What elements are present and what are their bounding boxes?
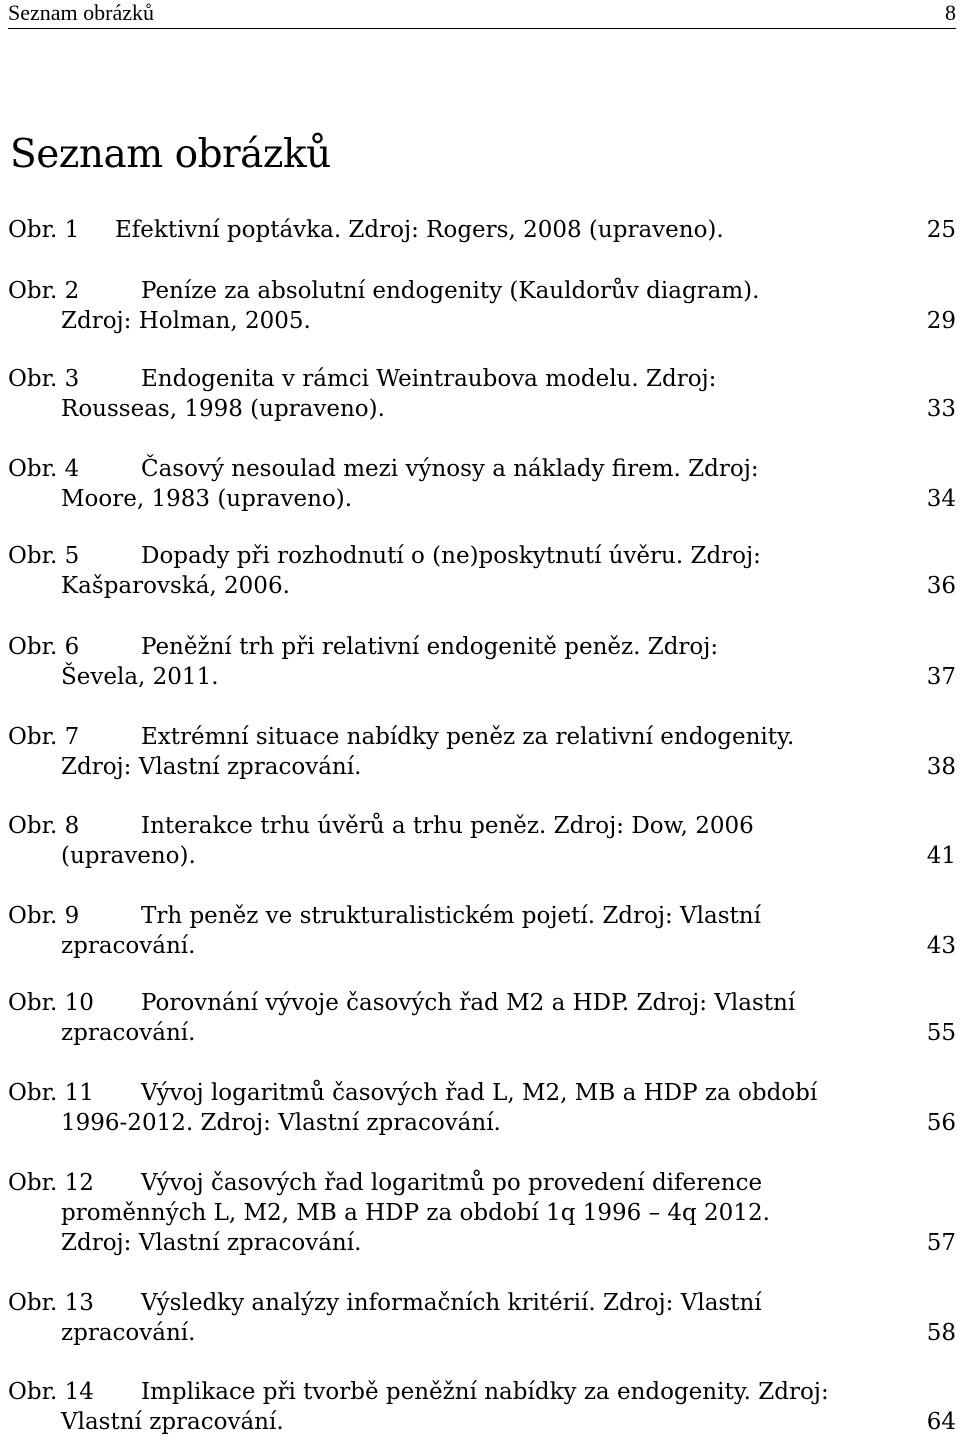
figure-caption-line-2: Kašparovská, 2006. bbox=[61, 573, 290, 599]
figure-label: Obr. 3 bbox=[8, 366, 80, 392]
figure-label: Obr. 5 bbox=[8, 543, 80, 569]
header-page-number: 8 bbox=[945, 0, 956, 25]
header-title: Seznam obrázků bbox=[8, 0, 154, 25]
figure-caption-line-2: proměnných L, M2, MB a HDP za období 1q 1996 – 4q 2012. bbox=[61, 1200, 770, 1226]
figure-caption-line-2: Ševela, 2011. bbox=[61, 664, 219, 690]
figure-caption-line-2: Moore, 1983 (upraveno). bbox=[61, 486, 353, 512]
figure-page-number: 55 bbox=[926, 1020, 956, 1046]
figure-page-number: 25 bbox=[926, 217, 956, 243]
figure-label: Obr. 14 bbox=[8, 1379, 94, 1405]
figure-caption-line-1: Efektivní poptávka. Zdroj: Rogers, 2008 (upraveno). bbox=[115, 217, 724, 243]
figure-caption-line-1: Vývoj logaritmů časových řad L, M2, MB a HDP za období bbox=[141, 1080, 818, 1106]
figure-label: Obr. 7 bbox=[8, 724, 80, 750]
figure-label: Obr. 4 bbox=[8, 456, 80, 482]
figure-page-number: 58 bbox=[926, 1320, 956, 1346]
figure-caption-line-2: Zdroj: Vlastní zpracování. bbox=[61, 754, 362, 780]
figure-page-number: 41 bbox=[926, 843, 956, 869]
page-title: Seznam obrázků bbox=[10, 132, 331, 177]
figure-label: Obr. 12 bbox=[8, 1170, 94, 1196]
figure-caption-line-1: Výsledky analýzy informačních kritérií. Zdroj: Vlastní bbox=[141, 1290, 762, 1316]
figure-label: Obr. 10 bbox=[8, 990, 94, 1016]
figure-label: Obr. 9 bbox=[8, 903, 80, 929]
figure-label: Obr. 13 bbox=[8, 1290, 94, 1316]
figure-label: Obr. 8 bbox=[8, 813, 80, 839]
figure-caption-line-1: Dopady při rozhodnutí o (ne)poskytnutí úvěru. Zdroj: bbox=[141, 543, 761, 569]
figure-caption-line-1: Peněžní trh při relativní endogenitě peněz. Zdroj: bbox=[141, 634, 719, 660]
figure-page-number: 56 bbox=[926, 1110, 956, 1136]
figure-caption-line-2: Zdroj: Holman, 2005. bbox=[61, 308, 311, 334]
figure-label: Obr. 6 bbox=[8, 634, 80, 660]
figure-page-number: 38 bbox=[926, 754, 956, 780]
figure-caption-line-2: zpracování. bbox=[61, 1320, 196, 1346]
figure-page-number: 37 bbox=[926, 664, 956, 690]
figure-caption-line-1: Vývoj časových řad logaritmů po provedení diference bbox=[141, 1170, 763, 1196]
figure-page-number: 57 bbox=[926, 1230, 956, 1256]
figure-caption-line-1: Interakce trhu úvěrů a trhu peněz. Zdroj: Dow, 2006 bbox=[141, 813, 754, 839]
figure-caption-line-2: (upraveno). bbox=[61, 843, 196, 869]
figure-page-number: 36 bbox=[926, 573, 956, 599]
figure-caption-line-2: zpracování. bbox=[61, 933, 196, 959]
figure-page-number: 43 bbox=[926, 933, 956, 959]
figure-page-number: 33 bbox=[926, 396, 956, 422]
figure-caption-line-1: Časový nesoulad mezi výnosy a náklady firem. Zdroj: bbox=[141, 456, 759, 482]
figure-label: Obr. 11 bbox=[8, 1080, 94, 1106]
figure-page-number: 64 bbox=[926, 1409, 956, 1435]
figure-label: Obr. 1 bbox=[8, 217, 80, 243]
figure-caption-line-1: Extrémní situace nabídky peněz za relativní endogenity. bbox=[141, 724, 795, 750]
figure-caption-line-3: Zdroj: Vlastní zpracování. bbox=[61, 1230, 362, 1256]
figure-caption-line-2: Vlastní zpracování. bbox=[61, 1409, 284, 1435]
figure-page-number: 29 bbox=[926, 308, 956, 334]
figure-page-number: 34 bbox=[926, 486, 956, 512]
figure-caption-line-1: Trh peněz ve strukturalistickém pojetí. Zdroj: Vlastní bbox=[141, 903, 761, 929]
figure-label: Obr. 2 bbox=[8, 278, 80, 304]
figure-caption-line-1: Peníze za absolutní endogenity (Kauldorův diagram). bbox=[141, 278, 760, 304]
figure-caption-line-2: Rousseas, 1998 (upraveno). bbox=[61, 396, 385, 422]
figure-caption-line-2: 1996-2012. Zdroj: Vlastní zpracování. bbox=[61, 1110, 501, 1136]
figure-caption-line-1: Porovnání vývoje časových řad M2 a HDP. Zdroj: Vlastní bbox=[141, 990, 796, 1016]
figure-caption-line-1: Endogenita v rámci Weintraubova modelu. Zdroj: bbox=[141, 366, 717, 392]
figure-caption-line-1: Implikace při tvorbě peněžní nabídky za endogenity. Zdroj: bbox=[141, 1379, 829, 1405]
figure-caption-line-2: zpracování. bbox=[61, 1020, 196, 1046]
